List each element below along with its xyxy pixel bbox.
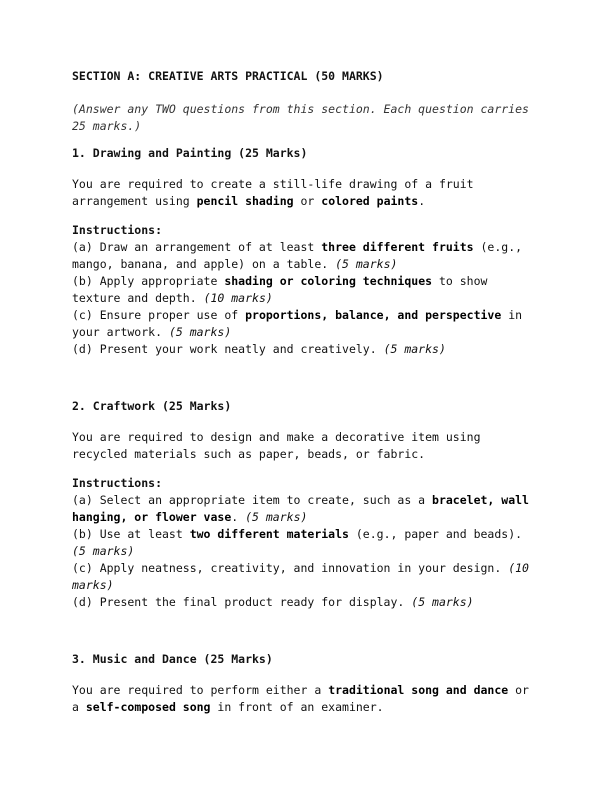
- question-2-item-b: (b) Use at least two different materials (e.g., paper and beads). (5 marks): [72, 527, 523, 558]
- section-title: SECTION A: CREATIVE ARTS PRACTICAL (50 MARKS): [72, 69, 384, 83]
- question-2-intro: You are required to design and make a decorative item using recycled materials such as paper, beads, or fabric.: [72, 430, 481, 461]
- question-2-instructions-label: Instructions:: [72, 476, 163, 490]
- question-1-instructions-label: Instructions:: [72, 223, 163, 237]
- question-2-item-d: (d) Present the final product ready for display. (5 marks): [72, 595, 474, 609]
- question-1-item-a: (a) Draw an arrangement of at least three different fruits (e.g., mango, banana, and apple) on a table. (5 marks): [72, 240, 523, 271]
- question-1-title: 1. Drawing and Painting (25 Marks): [72, 146, 308, 160]
- question-3-title: 3. Music and Dance (25 Marks): [72, 652, 273, 666]
- question-1-item-b: (b) Apply appropriate shading or coloring techniques to show texture and depth. (10 marks): [72, 274, 488, 305]
- question-2-item-a: (a) Select an appropriate item to create, such as a bracelet, wall hanging, or flower vase. (5 marks): [72, 493, 529, 524]
- question-1-item-c: (c) Ensure proper use of proportions, balance, and perspective in your artwork. (5 marks): [72, 308, 523, 339]
- exam-page: [72, 68, 540, 728]
- question-2-title: 2. Craftwork (25 Marks): [72, 399, 232, 413]
- question-2-item-c: (c) Apply neatness, creativity, and innovation in your design. (10 marks): [72, 561, 529, 592]
- question-3-intro: You are required to perform either a traditional song and dance or a self-composed song in front of an examiner.: [72, 683, 529, 714]
- question-1-item-d: (d) Present your work neatly and creatively. (5 marks): [72, 342, 446, 356]
- section-note: (Answer any TWO questions from this section. Each question carries 25 marks.): [72, 102, 529, 133]
- question-1-intro: You are required to create a still-life drawing of a fruit arrangement using pencil shading or colored paints.: [72, 177, 474, 208]
